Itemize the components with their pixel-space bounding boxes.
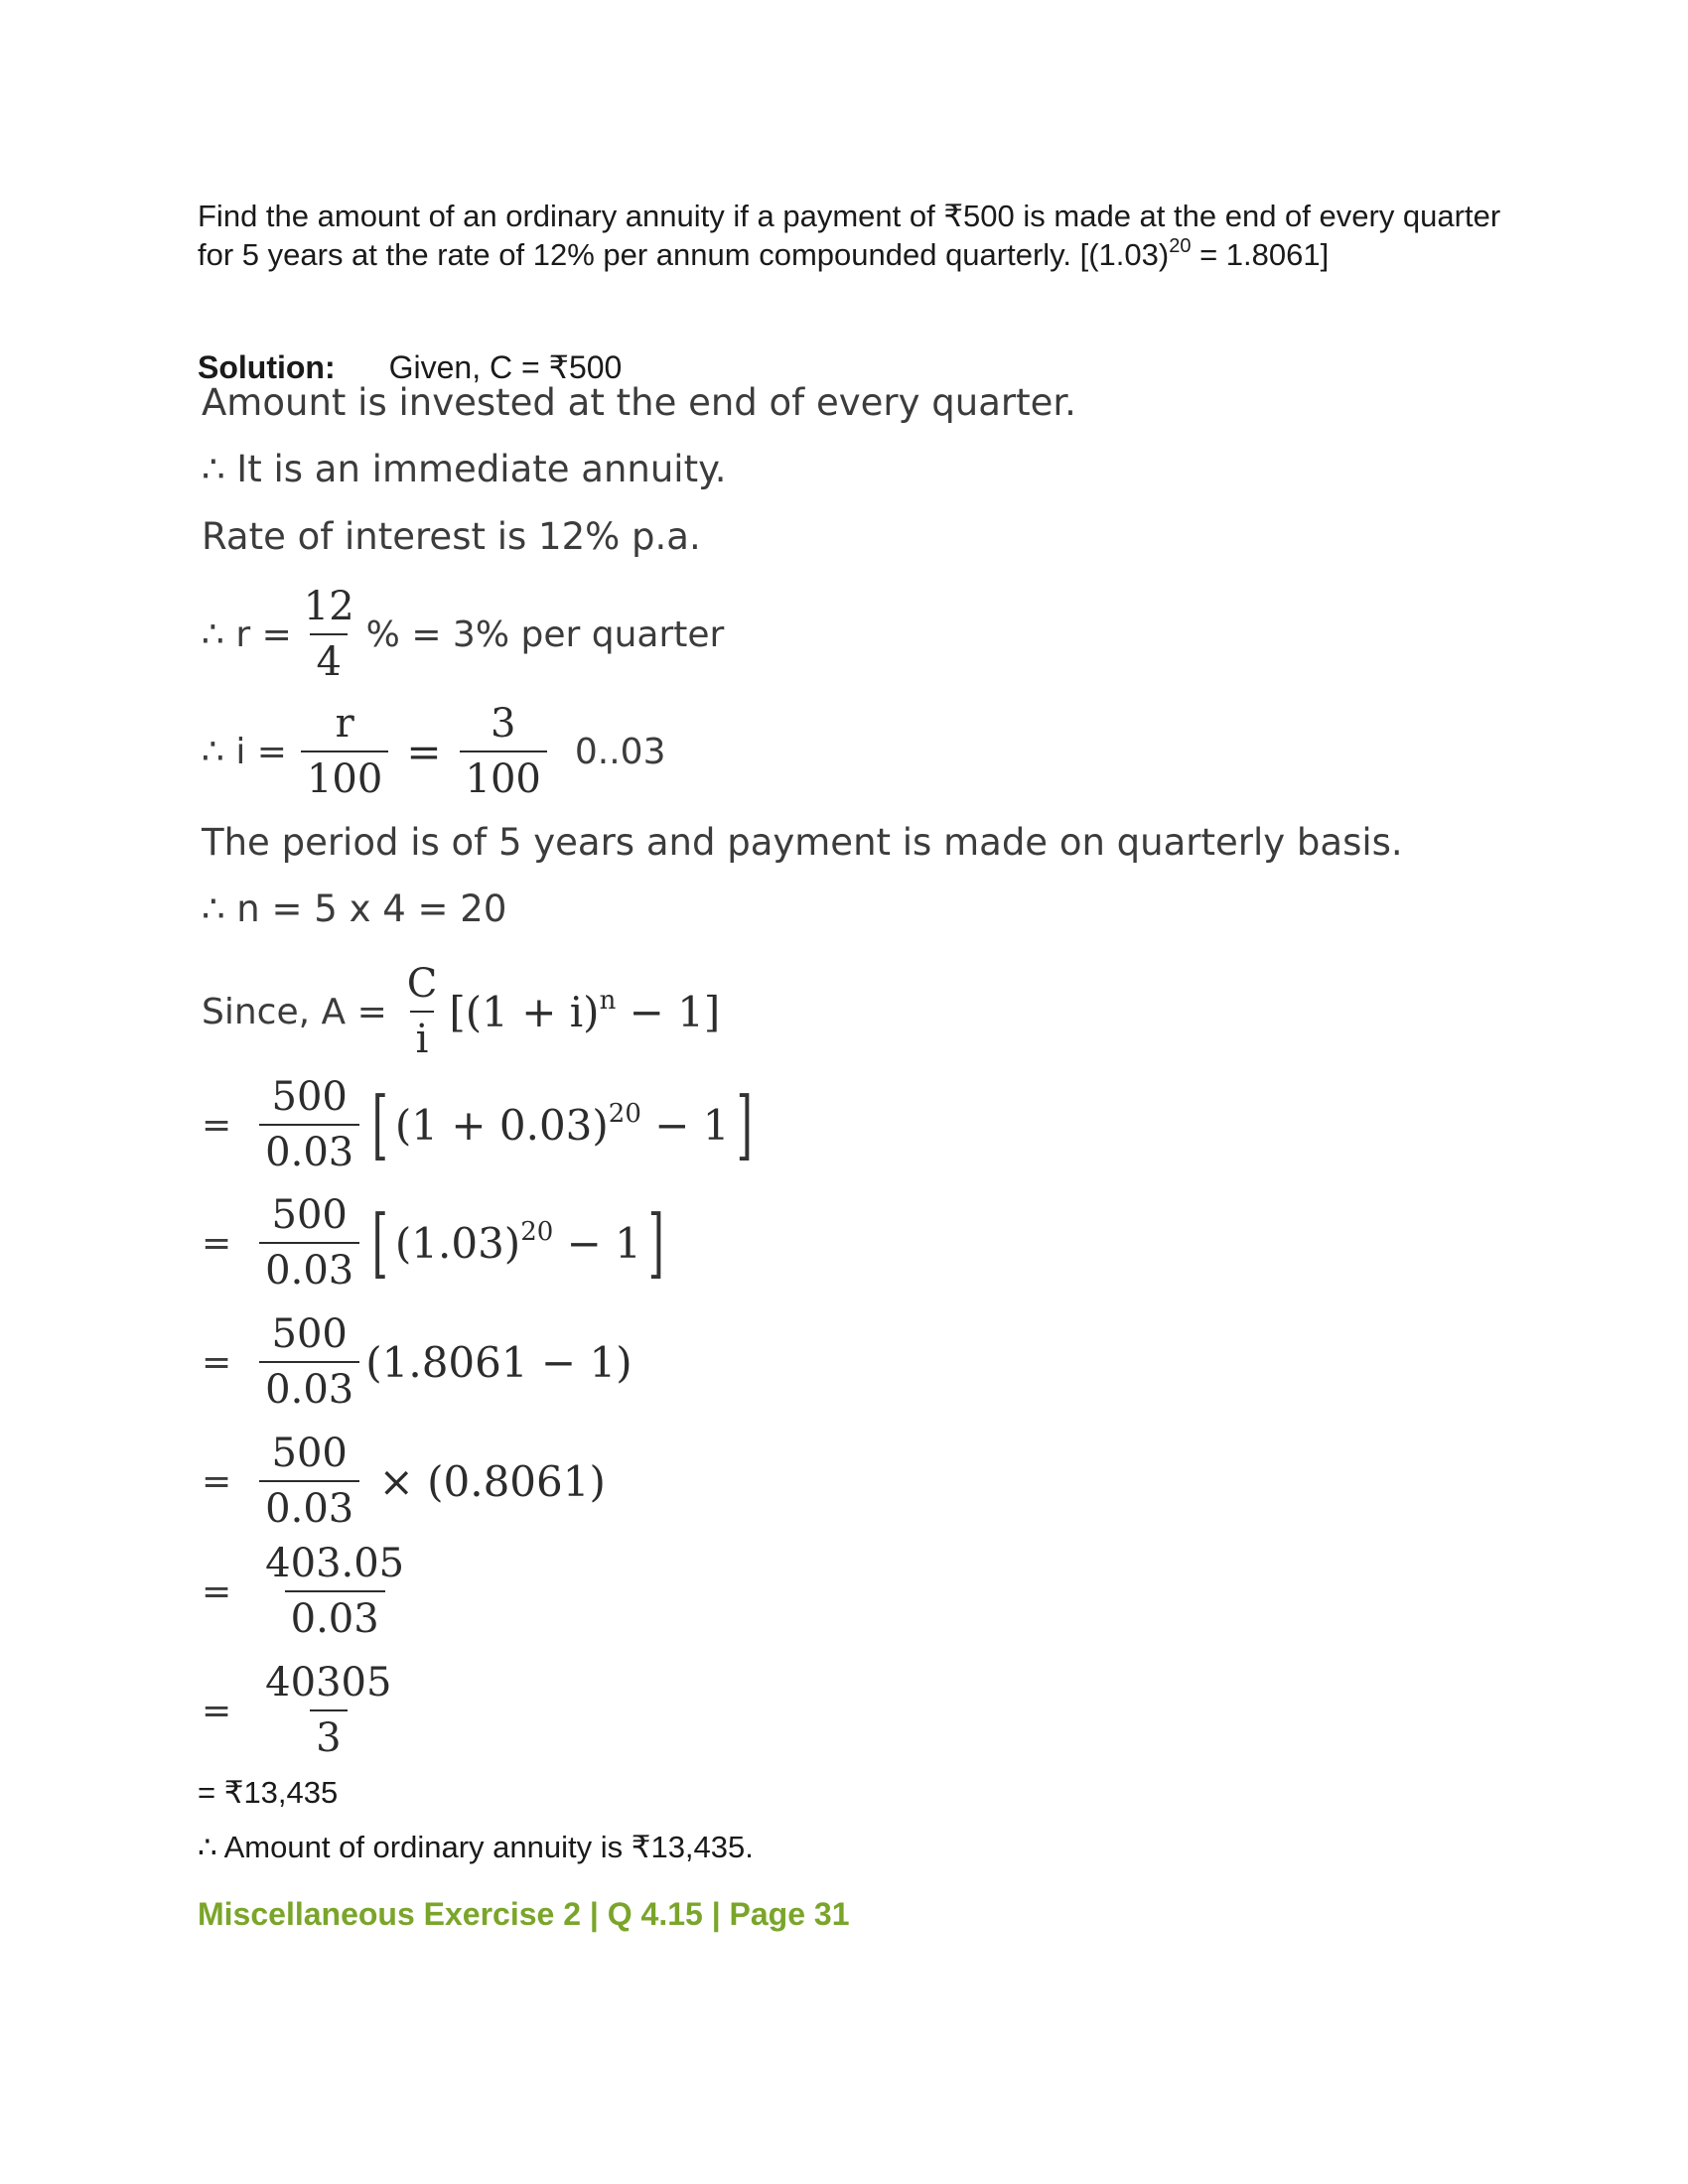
step-1-open-bracket: [ xyxy=(371,1080,389,1168)
step-1-denominator: 0.03 xyxy=(259,1124,359,1177)
given-text: Given, C = ₹500 xyxy=(388,349,623,385)
rate-line: Rate of interest is 12% p.a. xyxy=(202,515,701,558)
step-2 xyxy=(202,1190,671,1296)
step-1-numerator: 500 xyxy=(271,1074,348,1120)
question-text xyxy=(198,197,1508,274)
step-1-equals: = xyxy=(202,1104,232,1146)
invested-line: Amount is invested at the end of every quarter. xyxy=(202,381,1076,424)
formula-tail: − 1] xyxy=(616,987,721,1036)
i-denominator-2: 100 xyxy=(460,751,547,804)
step-6-numerator: 40305 xyxy=(265,1660,392,1706)
question-tail: = 1.8061] xyxy=(1191,237,1330,272)
formula-fraction xyxy=(401,959,444,1064)
i-equals: = xyxy=(406,727,442,776)
formula-denominator: i xyxy=(410,1011,435,1064)
step-1 xyxy=(202,1072,759,1177)
step-2-tail: − 1 xyxy=(553,1218,641,1268)
conclusion-line: ∴ Amount of ordinary annuity is ₹13,435. xyxy=(198,1830,754,1864)
result-line: = ₹13,435 xyxy=(198,1775,339,1810)
step-5-denominator: 0.03 xyxy=(285,1590,385,1644)
step-2-denominator: 0.03 xyxy=(259,1242,359,1296)
step-4-fraction xyxy=(259,1429,359,1534)
step-2-expression xyxy=(394,1216,641,1268)
step-2-expr: (1.03) xyxy=(394,1218,521,1268)
i-numerator-1: r xyxy=(335,701,354,747)
step-6 xyxy=(202,1658,403,1763)
step-3-fraction xyxy=(259,1309,359,1415)
formula-numerator: C xyxy=(406,961,438,1007)
formula-exponent: n xyxy=(599,985,617,1016)
step-4-denominator: 0.03 xyxy=(259,1480,359,1534)
i-denominator-1: 100 xyxy=(301,751,388,804)
step-6-fraction xyxy=(259,1658,397,1763)
r-equation xyxy=(202,582,724,687)
step-5-numerator: 403.05 xyxy=(265,1541,405,1586)
n-line: ∴ n = 5 x 4 = 20 xyxy=(202,887,507,930)
step-2-fraction xyxy=(259,1190,359,1296)
r-prefix: ∴ r = xyxy=(202,614,292,655)
question-exponent: 20 xyxy=(1169,235,1192,257)
step-3 xyxy=(202,1309,633,1415)
immediate-line: ∴ It is an immediate annuity. xyxy=(202,448,727,490)
formula-expression xyxy=(449,985,721,1036)
i-fraction-1 xyxy=(301,699,388,804)
i-numerator-2: 3 xyxy=(490,701,516,747)
question-body: Find the amount of an ordinary annuity if a payment of ₹500 is made at the end of every quarter for 5 years at the rate of 12% per annum compounded quarterly. [(1.03) xyxy=(198,199,1501,272)
step-5-equals: = xyxy=(202,1570,232,1612)
exercise-reference: Miscellaneous Exercise 2 | Q 4.15 | Page 31 xyxy=(198,1896,850,1932)
step-3-equals: = xyxy=(202,1341,232,1383)
step-6-denominator: 3 xyxy=(310,1709,347,1763)
step-2-equals: = xyxy=(202,1222,232,1264)
step-1-expression xyxy=(394,1098,730,1150)
step-5 xyxy=(202,1539,416,1644)
r-fraction xyxy=(298,582,360,687)
formula-expr: [(1 + i) xyxy=(449,987,600,1036)
step-1-exponent: 20 xyxy=(608,1098,641,1129)
period-line: The period is of 5 years and payment is made on quarterly basis. xyxy=(202,821,1403,864)
r-numerator: 12 xyxy=(303,584,354,629)
i-equation xyxy=(202,699,666,804)
step-2-open-bracket: [ xyxy=(371,1198,389,1287)
step-6-equals: = xyxy=(202,1690,232,1731)
step-2-exponent: 20 xyxy=(520,1216,554,1247)
step-1-expr: (1 + 0.03) xyxy=(394,1100,609,1150)
solution-label: Solution: xyxy=(198,349,336,385)
step-1-fraction xyxy=(259,1072,359,1177)
formula-row xyxy=(202,959,720,1064)
i-fraction-2 xyxy=(460,699,547,804)
step-3-numerator: 500 xyxy=(271,1311,348,1357)
step-5-fraction xyxy=(259,1539,410,1644)
step-4-numerator: 500 xyxy=(271,1431,348,1476)
i-prefix: ∴ i = xyxy=(202,731,287,772)
step-4-equals: = xyxy=(202,1460,232,1502)
step-3-expression: (1.8061 − 1) xyxy=(365,1337,633,1387)
step-4 xyxy=(202,1429,606,1534)
step-1-tail: − 1 xyxy=(640,1100,730,1150)
r-suffix: % = 3% per quarter xyxy=(365,614,725,655)
i-value: 0..03 xyxy=(574,731,666,772)
step-3-denominator: 0.03 xyxy=(259,1361,359,1415)
step-4-expression: × (0.8061) xyxy=(365,1456,606,1506)
formula-prefix: Since, A = xyxy=(202,991,387,1032)
step-2-numerator: 500 xyxy=(271,1192,348,1238)
step-1-close-bracket: ] xyxy=(736,1080,753,1168)
step-2-close-bracket: ] xyxy=(647,1198,664,1287)
r-denominator: 4 xyxy=(310,633,347,687)
